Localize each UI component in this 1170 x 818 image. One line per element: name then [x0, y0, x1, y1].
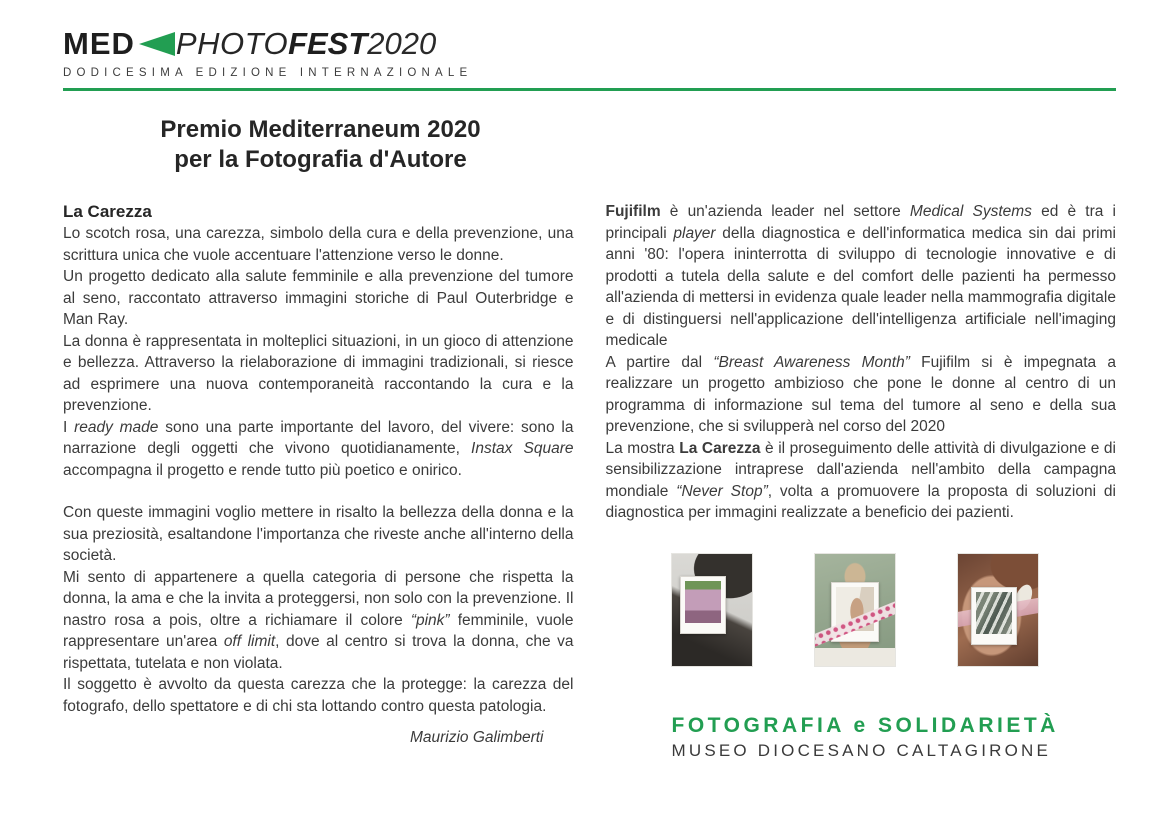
green-divider-rule	[63, 88, 1116, 91]
polaroid-image	[976, 592, 1012, 634]
section-heading: La Carezza	[63, 202, 152, 221]
paragraph: La mostra La Carezza è il proseguimento delle attività di divulgazione e di sensibilizzazione intraprese dall'azienda nell'ambito della campagna mondiale “Never Stop”, volta a promuovere la proposta di soluzioni di diagnostica per immagini realizzate a beneficio dei pazienti.	[605, 439, 1116, 521]
paragraph: A partire dal “Breast Awareness Month” Fujifilm si è impegnata a realizzare un progetto ambizioso che pone le donne al centro di un programma di informazione sul tema del tumore al seno e della sua prevenzione, che si svilupperà nel corso del 2020	[605, 353, 1116, 435]
left-column	[63, 201, 574, 761]
paragraph: I ready made sono una parte importante del lavoro, del vivere: sono la narrazione degli oggetti che vivono quotidianamente, Instax Square accompagna il progetto e rende tutto più poetico e onirico.	[63, 418, 574, 479]
instax-artwork-3	[958, 554, 1038, 666]
header	[63, 26, 1116, 91]
paragraph: Con queste immagini voglio mettere in risalto la bellezza della donna e la sua preziosità, esaltandone l'importanza che riveste anche all'interno della società.	[63, 504, 574, 564]
instax-artwork-2	[815, 554, 895, 666]
paragraph: Fujifilm è un'azienda leader nel settore Medical Systems ed è tra i principali player della diagnostica e dell'informatica medica sin dai primi anni '80: l'opera ininterrotta di sviluppo di tecnologie innovative e di prodotti a tutela della salute e del comfort delle pazienti ha permesso all'azienda di mettersi in evidenza quale leader nella mammografia digitale e di distinguersi nell'applicazione dell'intelligenza artificiale nell'imaging medicale	[605, 203, 1116, 349]
page-title	[63, 115, 578, 175]
page-title-line1: Premio Mediterraneum 2020	[160, 116, 481, 143]
paragraph: Il soggetto è avvolto da questa carezza che la protegge: la carezza del fotografo, dello spettatore e di chi sta lottando contro questa patologia.	[63, 676, 574, 715]
paragraph: Un progetto dedicato alla salute femminile e alla prevenzione del tumore al seno, raccontato attraverso immagini storiche di Paul Outerbridge e Man Ray.	[63, 268, 574, 328]
paragraph: Lo scotch rosa, una carezza, simbolo della cura e della prevenzione, una scrittura unica che vuole accentuare l'attenzione verso le donne.	[63, 225, 574, 264]
footer-slogan: FOTOGRAFIA e SOLIDARIETÀ	[671, 713, 1059, 737]
logo-year-text: 2020	[367, 26, 437, 61]
author-signature: Maurizio Galimberti	[409, 729, 544, 746]
logo-photo-text: PHOTO	[175, 26, 289, 61]
green-left-triangle-icon	[139, 32, 175, 56]
footer-venue: MUSEO DIOCESANO CALTAGIRONE	[671, 740, 1052, 760]
polaroid-frame-icon	[971, 587, 1017, 645]
logo-fest-text: FEST	[288, 26, 368, 61]
paragraph: La donna è rappresentata in molteplici situazioni, in un gioco di attenzione e bellezza. Attraverso la rielaborazione di immagini tradizionali, si riesce ad esprimere una nuova contemporaneità raccontando la cura e la prevenzione.	[63, 332, 574, 414]
logo-tagline: DODICESIMA EDIZIONE INTERNAZIONALE	[63, 67, 473, 79]
page-title-line2: per la Fotografia d'Autore	[174, 146, 467, 173]
polaroid-image	[685, 581, 721, 623]
two-column-body	[63, 201, 1116, 761]
artwork-photo-strip	[606, 554, 1117, 666]
right-column	[606, 201, 1117, 761]
medphotofest-logo	[63, 26, 1116, 62]
logo-med-text: MED	[63, 26, 135, 61]
polaroid-frame-icon	[680, 576, 726, 634]
paragraph: Mi sento di appartenere a quella categoria di persone che rispetta la donna, la ama e che la invita a proteggersi, non solo con la prevenzione. Il nastro rosa a pois, oltre a richiamare il colore “pink” femminile, vuole rappresentare un'area off limit, dove al centro si trova la donna, che va rispettata, tutelata e non violata.	[63, 568, 574, 672]
instax-artwork-1	[672, 554, 752, 666]
footer-block	[606, 714, 1117, 761]
